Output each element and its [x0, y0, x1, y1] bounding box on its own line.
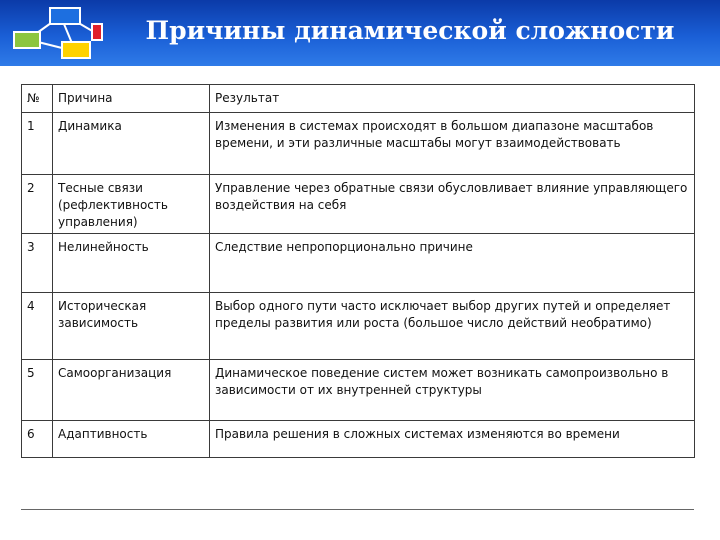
cell-cause: Историческая зависимость — [53, 293, 210, 360]
cell-cause: Тесные связи (рефлективность управления) — [53, 175, 210, 234]
cell-result: Выбор одного пути часто исключает выбор других путей и определяет пределы развития или роста (большое число действий необратимо) — [210, 293, 695, 360]
cell-number: 2 — [22, 175, 53, 234]
cell-cause: Адаптивность — [53, 421, 210, 458]
cell-number: 3 — [22, 234, 53, 293]
cell-result: Изменения в системах происходят в большом диапазоне масштабов времени, и эти различные масштабы могут взаимодействовать — [210, 113, 695, 175]
column-header-cause: Причина — [53, 85, 210, 113]
table-row — [22, 175, 695, 234]
table-row — [22, 234, 695, 293]
cell-number: 1 — [22, 113, 53, 175]
cell-number: 5 — [22, 360, 53, 421]
cell-result: Управление через обратные связи обусловливает влияние управляющего воздействия на себя — [210, 175, 695, 234]
network-blocks-icon — [8, 4, 108, 62]
page-title: Причины динамической сложности — [145, 16, 675, 45]
table-row — [22, 293, 695, 360]
causes-table — [21, 84, 695, 458]
header-band — [0, 0, 720, 66]
cell-cause: Динамика — [53, 113, 210, 175]
cell-result: Динамическое поведение систем может возникать самопроизвольно в зависимости от их внутренней структуры — [210, 360, 695, 421]
cell-cause: Самоорганизация — [53, 360, 210, 421]
table-row — [22, 421, 695, 458]
table-row — [22, 360, 695, 421]
cell-cause: Нелинейность — [53, 234, 210, 293]
cell-result: Следствие непропорционально причине — [210, 234, 695, 293]
cell-number: 6 — [22, 421, 53, 458]
cell-result: Правила решения в сложных системах изменяются во времени — [210, 421, 695, 458]
column-header-number: № — [22, 85, 53, 113]
column-header-result: Результат — [210, 85, 695, 113]
table-header-row — [22, 85, 695, 113]
bottom-divider — [21, 509, 694, 510]
cell-number: 4 — [22, 293, 53, 360]
table-row — [22, 113, 695, 175]
causes-table-container — [21, 84, 694, 458]
